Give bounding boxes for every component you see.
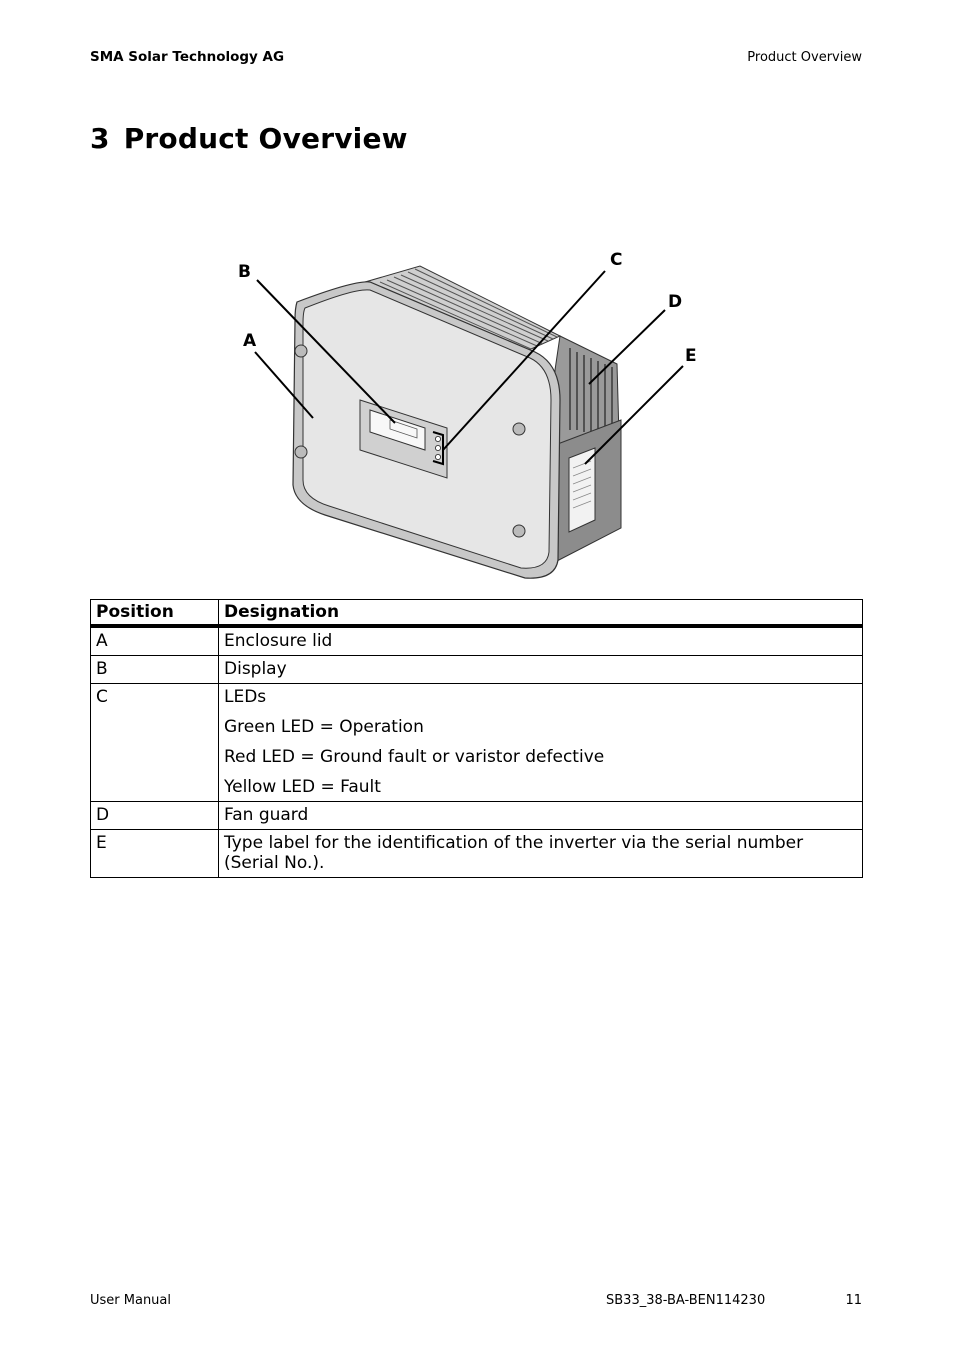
chapter-number: 3 <box>90 122 110 155</box>
table-row <box>91 802 863 830</box>
designation-line: Enclosure lid <box>224 631 333 651</box>
row-designation <box>219 802 863 830</box>
inverter-figure <box>225 240 705 585</box>
footer-doc-id: SB33_38-BA-BEN114230 <box>606 1293 766 1308</box>
row-position: D <box>91 802 219 830</box>
row-designation <box>219 684 863 802</box>
designation-line: Type label for the identification of the inverter via the serial number (Serial No.). <box>224 833 804 873</box>
chapter-title: Product Overview <box>123 122 408 155</box>
header-designation: Designation <box>219 600 863 627</box>
footer-manual: User Manual <box>90 1293 172 1308</box>
header-section: Product Overview <box>747 50 862 65</box>
table-row <box>91 626 863 656</box>
designation-line: Red LED = Ground fault or varistor defective <box>224 747 605 767</box>
row-designation <box>219 830 863 878</box>
row-position: C <box>91 684 219 802</box>
position-table <box>90 599 863 878</box>
table-row <box>91 830 863 878</box>
table-header-row <box>91 600 863 627</box>
callout-a: A <box>243 331 257 351</box>
callout-c: C <box>610 250 623 270</box>
designation-line: Yellow LED = Fault <box>224 777 381 797</box>
callout-b: B <box>238 262 251 282</box>
inverter-illustration <box>225 240 705 585</box>
callout-e: E <box>685 346 697 366</box>
designation-line: Fan guard <box>224 805 309 825</box>
table-row <box>91 684 863 802</box>
designation-line: Green LED = Operation <box>224 717 424 737</box>
table-row <box>91 656 863 684</box>
header-company: SMA Solar Technology AG <box>90 49 285 65</box>
row-position: E <box>91 830 219 878</box>
row-position: B <box>91 656 219 684</box>
page-number: 11 <box>845 1293 862 1308</box>
designation-line: Display <box>224 659 287 679</box>
callout-d: D <box>668 292 683 312</box>
row-position: A <box>91 626 219 656</box>
row-designation <box>219 626 863 656</box>
page-title <box>90 122 408 155</box>
row-designation <box>219 656 863 684</box>
designation-line: LEDs <box>224 687 267 707</box>
header-position: Position <box>91 600 219 627</box>
